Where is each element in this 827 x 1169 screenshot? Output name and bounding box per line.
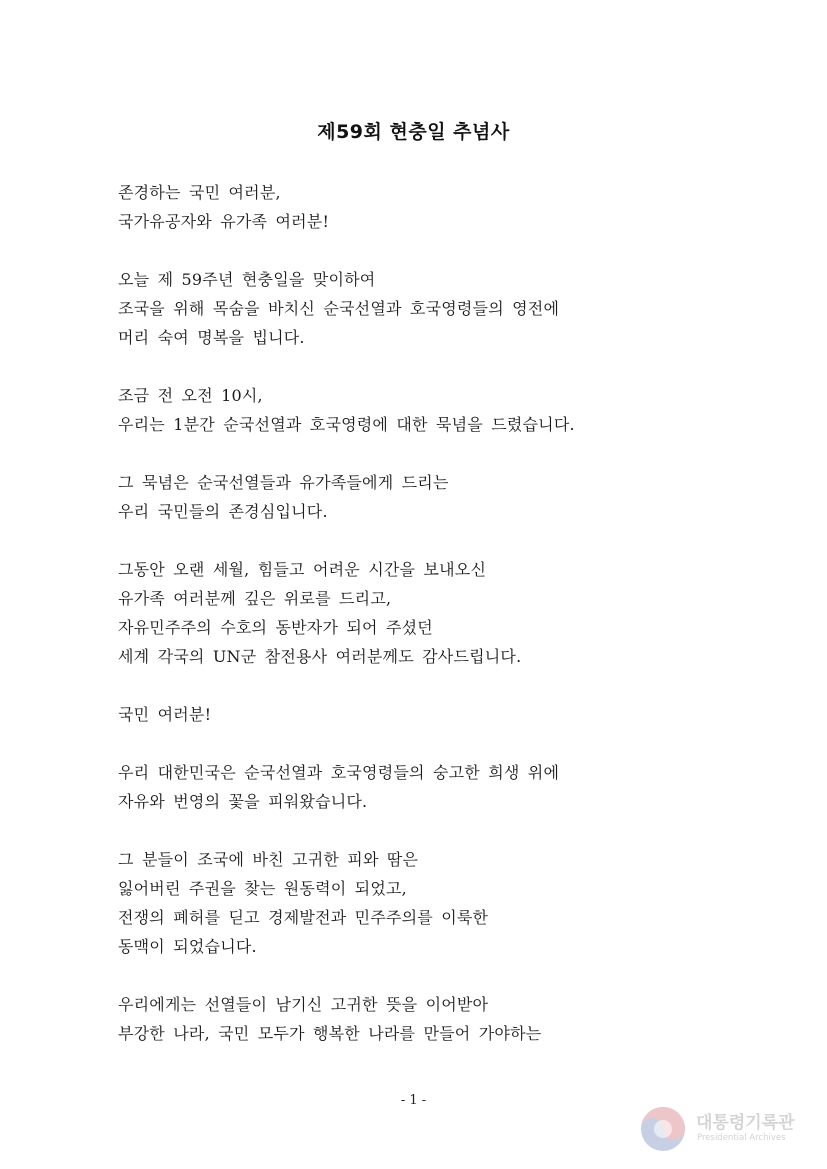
watermark-title-ko: 대통령기록관 bbox=[696, 1113, 795, 1133]
text-line: 전쟁의 폐허를 딛고 경제발전과 민주주의를 이룩한 bbox=[118, 908, 489, 927]
text-line: 그 분들이 조국에 바친 고귀한 피와 땀은 bbox=[118, 850, 419, 869]
text-line: 잃어버린 주권을 찾는 원동력이 되었고, bbox=[118, 879, 407, 898]
paragraph bbox=[118, 758, 718, 816]
text-line: 세계 각국의 UN군 참전용사 여러분께도 감사드립니다. bbox=[118, 647, 522, 666]
document-body bbox=[118, 178, 718, 1077]
watermark-title-en: Presidential Archives bbox=[697, 1133, 786, 1143]
paragraph bbox=[118, 468, 718, 526]
text-line: 부강한 나라, 국민 모두가 행복한 나라를 만들어 가야하는 bbox=[118, 1024, 542, 1043]
text-line: 우리 대한민국은 순국선열과 호국영령들의 숭고한 희생 위에 bbox=[118, 763, 560, 782]
paragraph bbox=[118, 990, 718, 1048]
paragraph bbox=[118, 845, 718, 961]
text-line: 조금 전 오전 10시, bbox=[118, 386, 263, 405]
paragraph bbox=[118, 178, 718, 236]
text-line: 그동안 오랜 세월, 힘들고 어려운 시간을 보내오신 bbox=[118, 560, 487, 579]
text-line: 동맥이 되었습니다. bbox=[118, 937, 257, 956]
text-line: 오늘 제 59주년 현충일을 맞이하여 bbox=[118, 270, 376, 289]
text-line: 국가유공자와 유가족 여러분! bbox=[118, 212, 330, 231]
text-line: 존경하는 국민 여러분, bbox=[118, 183, 281, 202]
paragraph bbox=[118, 265, 718, 352]
page-title: 제59회 현충일 추념사 bbox=[317, 121, 510, 143]
paragraph bbox=[118, 700, 718, 729]
text-line: 우리 국민들의 존경심입니다. bbox=[118, 502, 328, 521]
text-line: 조국을 위해 목숨을 바치신 순국선열과 호국영령들의 영전에 bbox=[118, 299, 560, 318]
paragraph bbox=[118, 555, 718, 671]
text-line: 그 묵념은 순국선열들과 유가족들에게 드리는 bbox=[118, 473, 449, 492]
page-number: - 1 - bbox=[400, 1093, 427, 1108]
archive-watermark bbox=[640, 1104, 810, 1154]
text-line: 우리는 1분간 순국선열과 호국영령에 대한 묵념을 드렸습니다. bbox=[118, 415, 575, 434]
text-line: 국민 여러분! bbox=[118, 705, 212, 724]
text-line: 머리 숙여 명복을 빕니다. bbox=[118, 328, 305, 347]
text-line: 유가족 여러분께 깊은 위로를 드리고, bbox=[118, 589, 392, 608]
paragraph bbox=[118, 381, 718, 439]
text-line: 자유와 번영의 꽃을 피워왔습니다. bbox=[118, 792, 368, 811]
taegeuk-logo-icon bbox=[640, 1106, 686, 1152]
text-line: 우리에게는 선열들이 남기신 고귀한 뜻을 이어받아 bbox=[118, 995, 489, 1014]
text-line: 자유민주주의 수호의 동반자가 되어 주셨던 bbox=[118, 618, 433, 637]
